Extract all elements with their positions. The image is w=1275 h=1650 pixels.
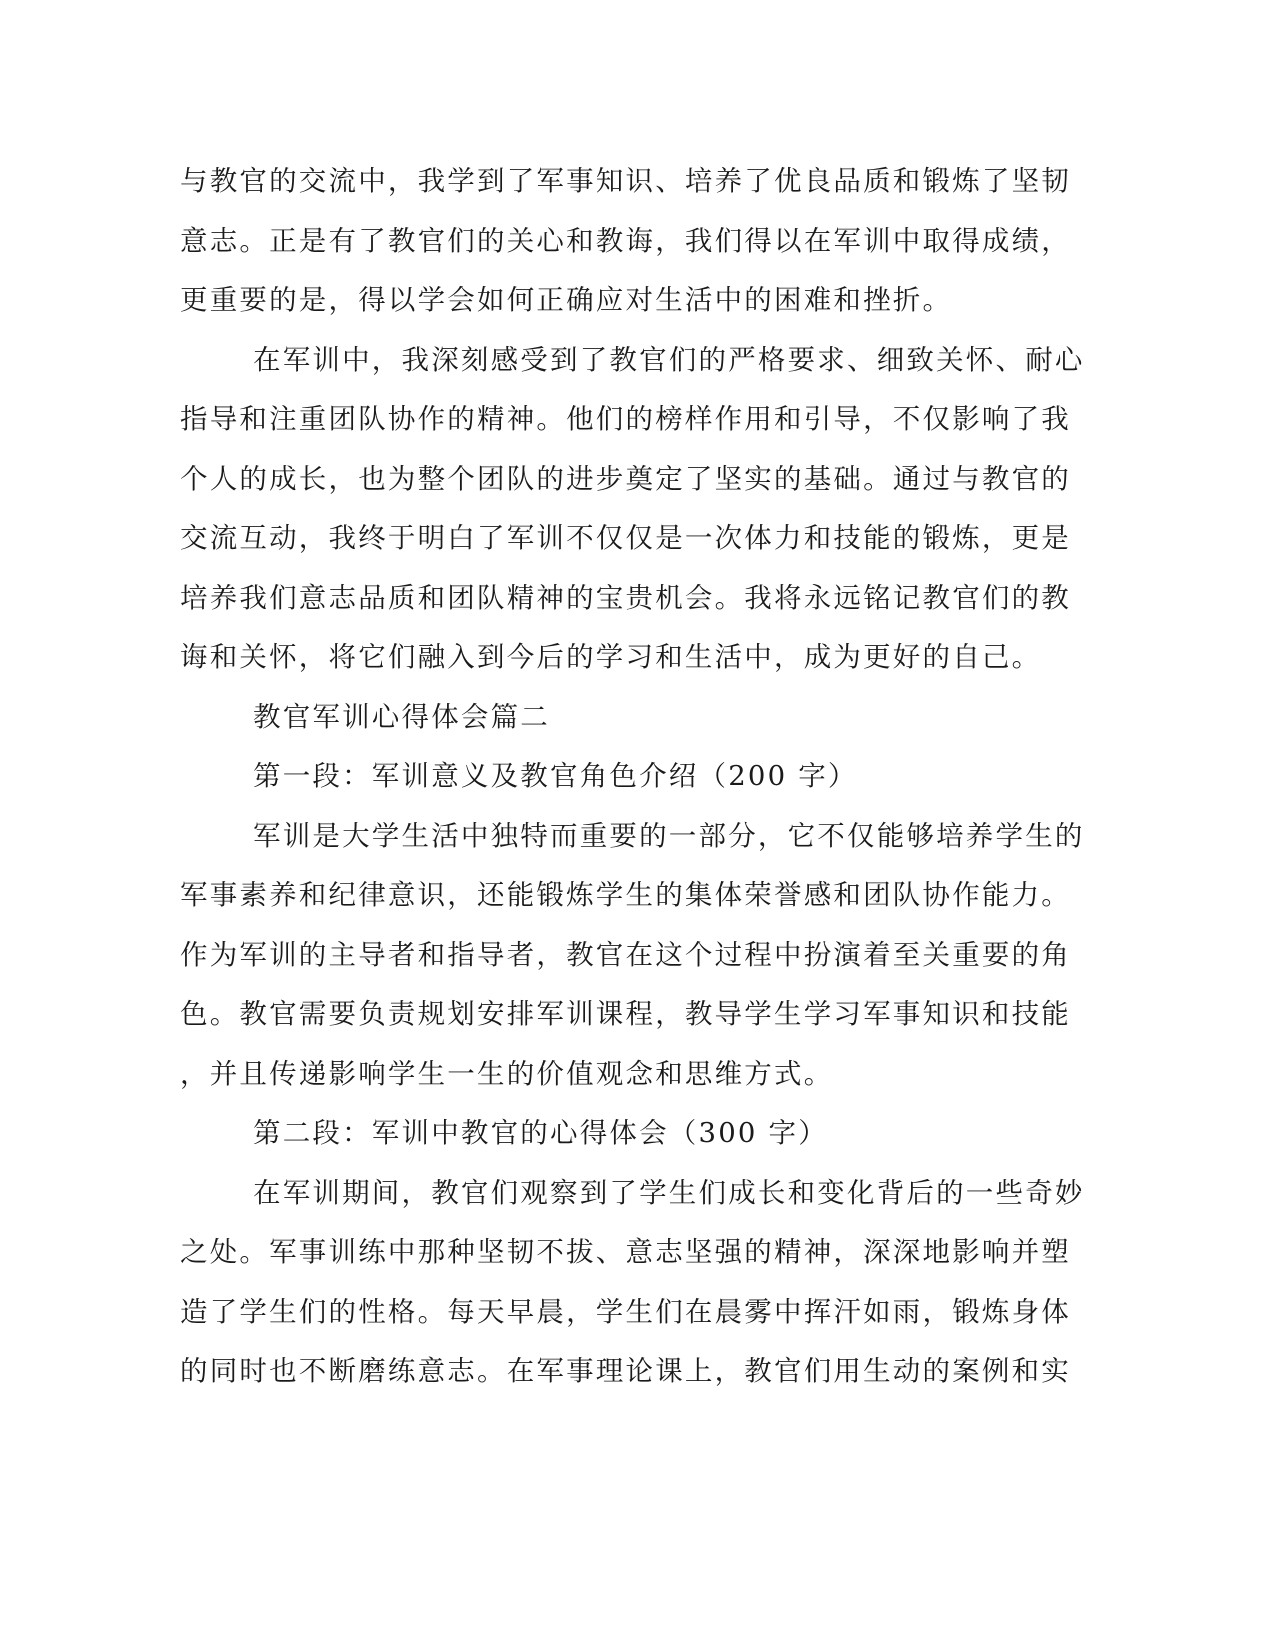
- text-line: 在军训中，我深刻感受到了教官们的严格要求、细致关怀、耐心: [253, 343, 1085, 376]
- text-line: 指导和注重团队协作的精神。他们的榜样作用和引导，不仅影响了我: [180, 403, 1071, 435]
- text-line: 诲和关怀，将它们融入到今后的学习和生活中，成为更好的自己。: [180, 641, 1042, 673]
- text-line: 的同时也不断磨练意志。在军事理论课上，教官们用生动的案例和实: [180, 1355, 1071, 1387]
- text-line: 个人的成长，也为整个团队的进步奠定了坚实的基础。通过与教官的: [180, 462, 1071, 495]
- text-line: 与教官的交流中，我学到了军事知识、培养了优良品质和锻炼了坚韧: [180, 165, 1071, 197]
- text-line: 培养我们意志品质和团队精神的宝贵机会。我将永远铭记教官们的教: [180, 581, 1071, 614]
- text-line: 作为军训的主导者和指导者，教官在这个过程中扮演着至关重要的角: [180, 938, 1071, 971]
- text-line: 交流互动，我终于明白了军训不仅仅是一次体力和技能的锻炼，更是: [180, 522, 1071, 554]
- text-line: 意志。正是有了教官们的关心和教诲，我们得以在军训中取得成绩，: [180, 224, 1071, 257]
- text-line: 造了学生们的性格。每天早晨，学生们在晨雾中挥汗如雨，锻炼身体: [180, 1295, 1071, 1328]
- text-line: 色。教官需要负责规划安排军训课程，教导学生学习军事知识和技能: [180, 998, 1071, 1030]
- text-line: 之处。军事训练中那种坚韧不拔、意志坚强的精神，深深地影响并塑: [180, 1236, 1071, 1268]
- document-body: [180, 152, 1085, 1402]
- section-heading: 教官军训心得体会篇二: [253, 700, 550, 733]
- paragraph-heading: 第一段：军训意义及教官角色介绍（200 字）: [253, 760, 858, 792]
- text-line: 在军训期间，教官们观察到了学生们成长和变化背后的一些奇妙: [253, 1176, 1085, 1209]
- text-line: 更重要的是，得以学会如何正确应对生活中的困难和挫折。: [180, 284, 953, 316]
- text-line: ，并且传递影响学生一生的价值观念和思维方式。: [180, 1057, 834, 1090]
- paragraph-heading: 第二段：军训中教官的心得体会（300 字）: [253, 1117, 828, 1149]
- text-line: 军事素养和纪律意识，还能锻炼学生的集体荣誉感和团队协作能力。: [180, 879, 1071, 911]
- text-line: 军训是大学生活中独特而重要的一部分，它不仅能够培养学生的: [253, 819, 1085, 852]
